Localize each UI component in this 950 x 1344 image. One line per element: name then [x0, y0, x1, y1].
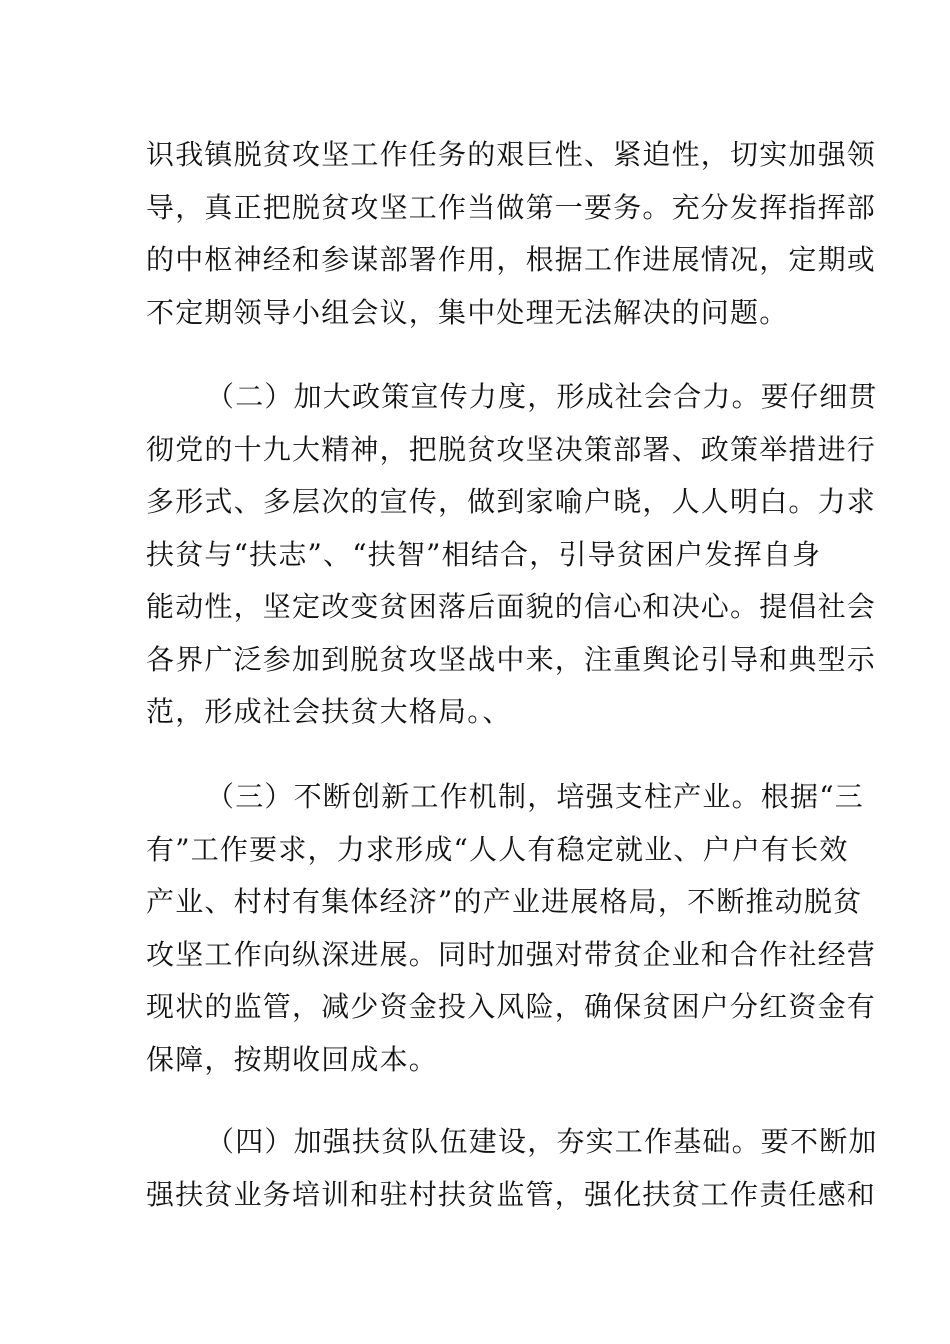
text-line: （三）不断创新工作机制，培强支柱产业。根据“三: [206, 780, 864, 813]
text-line: 现状的监管，减少资金投入风险，确保贫困户分红资金有: [146, 990, 877, 1023]
text-line: 的中枢神经和参谋部署作用，根据工作进展情况，定期或: [146, 243, 877, 276]
text-line: 导，真正把脱贫攻坚工作当做第一要务。充分发挥指挥部: [146, 190, 877, 224]
text-line: 不定期领导小组会议，集中处理无法解决的问题。: [146, 295, 789, 329]
text-line: 产业、村村有集体经济”的产业进展格局，不断推动脱贫: [146, 885, 863, 918]
text-line: 各界广泛参加到脱贫攻坚战中来，注重舆论引导和典型示: [146, 642, 877, 676]
text-line: 识我镇脱贫攻坚工作任务的艰巨性、紧迫性，切实加强领: [146, 138, 877, 171]
text-line: 能动性，坚定改变贫困落后面貌的信心和决心。提倡社会: [146, 590, 877, 623]
text-line: 范，形成社会扶贫大格局。、: [146, 695, 512, 728]
text-line: （二）加大政策宣传力度，形成社会合力。要仔细贯: [206, 380, 878, 413]
text-line: 多形式、多层次的宣传，做到家喻户晓，人人明白。力求: [146, 485, 877, 518]
text-line: 有”工作要求，力求形成“人人有稳定就业、户户有长效: [146, 832, 849, 866]
text-line: （四）加强扶贫队伍建设，夯实工作基础。要不断加: [206, 1125, 878, 1158]
paragraph-policy-publicity: [146, 371, 878, 739]
text-line: 保障，按期收回成本。: [146, 1042, 439, 1076]
text-line: 攻坚工作向纵深进展。同时加强对带贫企业和合作社经营: [146, 937, 877, 971]
text-line: 扶贫与“扶志”、“扶智”相结合，引导贫困户发挥自身: [146, 537, 822, 571]
paragraph-work-mechanism: [146, 771, 877, 1086]
paragraph-leadership: [146, 129, 877, 339]
text-line: 强扶贫业务培训和驻村扶贫监管，强化扶贫工作责任感和: [146, 1177, 877, 1211]
text-line: 彻党的十九大精神，把脱贫攻坚决策部署、政策举措进行: [146, 432, 877, 466]
paragraph-team-building: [146, 1116, 878, 1221]
